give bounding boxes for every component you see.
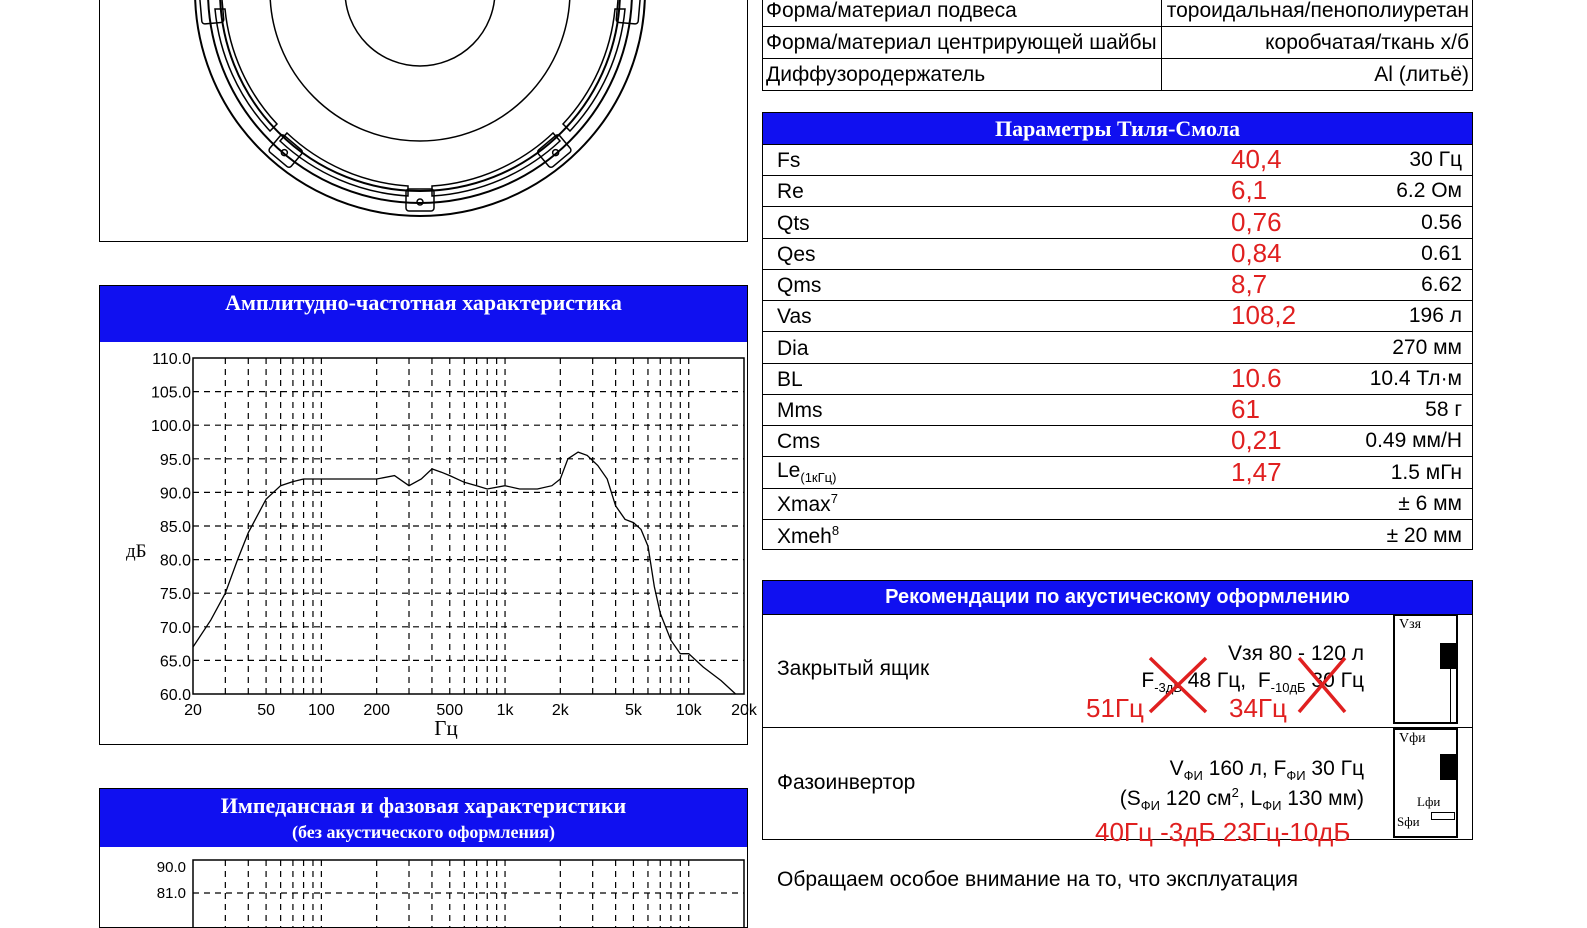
x-tick-label: 100 <box>308 702 335 719</box>
closed-box-label: Закрытый ящик <box>777 657 930 680</box>
ts-spec-value: 270 мм <box>1392 335 1462 359</box>
x-tick-label: 2k <box>551 702 569 719</box>
y-tick-label: 100.0 <box>150 418 191 436</box>
frequency-response-chart <box>100 343 757 743</box>
ts-spec-value: ± 6 мм <box>1398 491 1462 515</box>
ts-param-name: BL <box>777 367 803 391</box>
ts-row-xmeh <box>763 520 1472 551</box>
ts-param-name: Qts <box>777 211 810 235</box>
x-tick-label: 1k <box>496 702 514 719</box>
ts-spec-value: 6.62 <box>1421 273 1462 297</box>
y-axis-label: дБ <box>126 541 147 562</box>
x-tick-label: 10k <box>675 702 702 719</box>
imp-tick-90: 90.0 <box>156 859 186 876</box>
ts-param-name: Re <box>777 180 804 204</box>
ported-box-label: Фазоинвертор <box>777 771 916 794</box>
x-tick-label: 200 <box>363 702 391 719</box>
ported-diagram-area: Sфи <box>1397 814 1420 829</box>
ts-row-dia <box>763 332 1472 363</box>
x-tick-label: 20 <box>184 702 202 719</box>
y-tick-label: 105.0 <box>150 384 191 402</box>
ts-spec-value: 6.2 Ом <box>1396 179 1462 203</box>
construction-row <box>763 0 1473 27</box>
ts-measured-value: 6,1 <box>1231 175 1268 206</box>
y-tick-label: 110.0 <box>152 351 191 368</box>
y-tick-label: 65.0 <box>159 653 191 671</box>
ts-row-fs <box>763 145 1472 176</box>
x-axis-label: Гц <box>434 716 458 740</box>
imp-tick-81: 81.0 <box>156 885 186 902</box>
closed-box-volume: Vзя 80 - 120 л <box>1228 642 1364 665</box>
ts-row-cms <box>763 426 1472 457</box>
ported-red-note: 40Гц -3дБ 23Гц-10дБ <box>1095 817 1351 847</box>
ts-row-qes <box>763 239 1472 270</box>
y-tick-label: 70.0 <box>159 619 191 637</box>
ts-row-le <box>763 457 1472 488</box>
impedance-chart <box>100 848 747 928</box>
ts-measured-value: 10.6 <box>1231 362 1282 393</box>
construction-table <box>762 0 1473 91</box>
ported-box-line2: ($S_{ФИ}$ 120 $см^2$, $L_{ФИ}$ 130 мм) <box>1119 785 1364 814</box>
frequency-response-panel <box>99 285 757 745</box>
ts-measured-value: 108,2 <box>1231 300 1297 331</box>
ts-spec-value: 58 г <box>1425 398 1462 422</box>
ts-param-name: Cms <box>777 430 821 454</box>
ts-row-vas <box>763 301 1472 332</box>
x-tick-label: 50 <box>257 702 275 719</box>
ts-measured-value: 0,76 <box>1231 206 1282 237</box>
ts-row-re <box>763 176 1472 207</box>
closed-red-f10-note: 34Гц <box>1229 693 1287 723</box>
construction-name: Форма/материал центрирующей шайбы <box>763 27 1162 59</box>
closed-box-frequencies: $F_{-3дБ}$ 48 Гц, $F_{-10дБ}$ 30 Гц <box>1141 669 1364 696</box>
construction-row <box>763 27 1473 59</box>
frequency-response-title: Амплитудно-частотная характеристика <box>100 286 747 342</box>
construction-name: Форма/материал подвеса <box>763 0 1162 27</box>
strike-f10-mark <box>1295 654 1349 716</box>
construction-value: тороидальная/пенополиуретан <box>1162 0 1473 27</box>
thiele-small-title: Параметры Тиля-Смола <box>763 113 1472 144</box>
ts-param-name: Qms <box>777 274 822 298</box>
construction-name: Диффузородержатель <box>763 59 1162 91</box>
impedance-title: Импедансная и фазовая характеристики <box>220 793 627 818</box>
y-tick-label: 85.0 <box>159 519 191 536</box>
ts-param-name: Qes <box>777 242 816 266</box>
ts-param-name: Fs <box>777 149 801 173</box>
ts-measured-value: 1,47 <box>1231 456 1282 487</box>
ts-row-xmax <box>763 489 1472 520</box>
ported-diagram-volume: Vфи <box>1399 731 1426 746</box>
ts-spec-value: 196 л <box>1408 304 1462 328</box>
y-tick-label: 80.0 <box>159 552 191 570</box>
speaker-outline-drawing <box>100 0 749 243</box>
ts-param-name: Dia <box>777 336 809 360</box>
ts-spec-value: ± 20 мм <box>1386 523 1462 547</box>
x-tick-label: 20k <box>731 702 757 719</box>
construction-value: Al (литьё) <box>1162 59 1473 91</box>
ts-param-name: $Le_{(1кГц)}$ <box>777 459 837 486</box>
ts-measured-value: 40,4 <box>1231 144 1282 175</box>
ported-box-line1: $V_{ФИ}$ 160 л, $F_{ФИ}$ 30 Гц <box>1169 757 1364 784</box>
strike-f3-mark <box>1146 654 1210 716</box>
ts-row-bl <box>763 364 1472 395</box>
ts-spec-value: 1.5 мГн <box>1390 460 1462 484</box>
y-tick-label: 75.0 <box>159 586 191 604</box>
ported-diagram-length: Lфи <box>1417 794 1441 809</box>
y-tick-label: 60.0 <box>159 687 191 704</box>
ts-param-name: Mms <box>777 399 823 423</box>
ts-spec-value: 10.4 Тл·м <box>1369 366 1462 390</box>
enclosure-recommendations-panel <box>762 580 1473 847</box>
ts-param-name: Vas <box>777 305 812 329</box>
ts-spec-value: 0.56 <box>1421 210 1462 234</box>
impedance-header <box>100 789 747 847</box>
ts-param-name: Xmeh$^8$ <box>777 522 840 548</box>
ported-box-diagram <box>1393 728 1458 838</box>
impedance-panel <box>99 788 748 928</box>
construction-row <box>763 59 1473 91</box>
speaker-drawing-frame <box>99 0 748 242</box>
ts-measured-value: 0,21 <box>1231 425 1282 456</box>
closed-box-diagram <box>1393 614 1458 724</box>
x-tick-label: 500 <box>436 702 464 719</box>
ts-spec-value: 0.49 мм/Н <box>1365 429 1462 453</box>
ts-row-mms <box>763 395 1472 426</box>
x-tick-label: 5k <box>624 702 642 719</box>
y-tick-label: 95.0 <box>159 451 191 469</box>
impedance-subtitle: (без акустического оформления) <box>292 822 555 842</box>
ts-spec-value: 30 Гц <box>1409 148 1462 172</box>
recommendations-title: Рекомендации по акустическому оформлению <box>763 581 1472 614</box>
closed-diagram-label: Vзя <box>1399 617 1422 632</box>
ts-measured-value: 61 <box>1231 394 1260 425</box>
ts-measured-value: 0,84 <box>1231 237 1282 268</box>
ts-row-qms <box>763 270 1472 301</box>
thiele-small-table <box>763 144 1472 549</box>
ts-measured-value: 8,7 <box>1231 269 1268 300</box>
y-tick-label: 90.0 <box>159 485 191 503</box>
ts-spec-value: 0.61 <box>1421 241 1462 265</box>
notice-text: Обращаем особое внимание на то, что эксплуатация <box>777 868 1299 891</box>
construction-value: коробчатая/ткань х/б <box>1162 27 1473 59</box>
closed-red-f3-note: 51Гц <box>1086 693 1144 723</box>
ts-param-name: Xmax$^7$ <box>777 490 838 516</box>
ts-row-qts <box>763 207 1472 238</box>
thiele-small-panel <box>762 112 1473 550</box>
